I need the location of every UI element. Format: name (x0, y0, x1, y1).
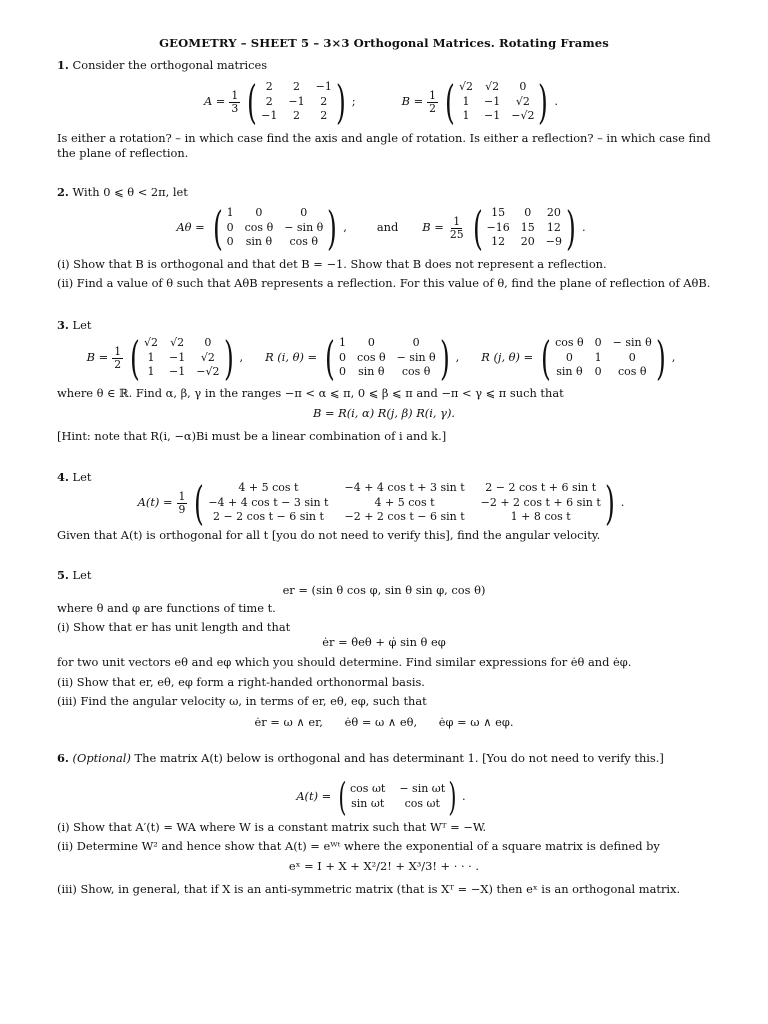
matrix-cell: 1 (462, 94, 470, 108)
q2-intro-line (57, 185, 717, 200)
matrix-cell: √2 (515, 94, 530, 108)
q6-A-label: A(t) = (296, 789, 332, 804)
matrix-cell: −16 (486, 220, 510, 234)
q3-matrix-Ri-cells (339, 336, 436, 381)
q3-matrix-Rj-cells (555, 336, 652, 381)
matrix-cell: sin θ (556, 365, 583, 379)
matrix-cell: sin ωt (351, 797, 385, 810)
matrix-cell: sin θ (358, 365, 385, 379)
q6-number: 6. (57, 751, 69, 765)
q2-and: and (376, 220, 399, 235)
q5-part-iii: (iii) Find the angular velocity ω, in terms of er, eθ, eφ, such that (57, 694, 427, 708)
q1-period: . (554, 94, 559, 109)
matrix-cell: 0 (519, 79, 527, 93)
q1-B-label: B = (401, 94, 424, 109)
matrix-cell: cos θ (401, 365, 431, 379)
q2-matrix-B-group (422, 201, 591, 255)
matrix-cell: cos ωt (350, 782, 386, 796)
q4-matrix-A-cells (208, 481, 600, 526)
q1-number: 1. (57, 58, 69, 72)
matrix-cell: −9 (545, 235, 562, 249)
q1-matrix-A-group (203, 75, 362, 129)
matrix-cell: 0 (412, 335, 420, 349)
q1-intro: Consider the orthogonal matrices (72, 58, 268, 72)
matrix-cell: cos ωt (404, 797, 440, 810)
q5-number: 5. (57, 568, 69, 582)
q6-matrix-row (0, 774, 768, 820)
matrix-cell: 1 (462, 109, 470, 123)
matrix-cell: √2 (200, 350, 215, 364)
q3-B-fraction: $\frac{1}{2}$ (114, 345, 122, 371)
q6-intro-line (57, 751, 717, 766)
q1-matrix-A-cells (261, 80, 332, 125)
matrix-cell: 4 + 5 cos t (238, 480, 299, 494)
matrix-cell: 12 (491, 235, 506, 249)
matrix-cell: −1 (169, 365, 186, 379)
q2-B-label: B = (422, 220, 444, 235)
q5-where: where θ and φ are functions of time t. (57, 601, 276, 615)
q4-intro: Let (72, 470, 92, 484)
matrix-cell: 0 (367, 335, 375, 349)
q2-matrix-B: ( 15 0 20 −16 15 12 12 20 −9 ) (472, 201, 576, 255)
q6-matrix-A-group (296, 775, 471, 819)
q3-equation: B = R(i, α) R(j, β) R(i, γ). (312, 406, 456, 420)
q6-part-iii: (iii) Show, in general, that if X is an anti-symmetric matrix (that is Xᵀ = −X) then eˣ is an orthogonal matrix. (57, 882, 681, 896)
q3-intro-line (57, 318, 717, 333)
matrix-cell: 0 (565, 350, 573, 364)
matrix-cell: − sin θ (284, 220, 324, 234)
matrix-cell: 0 (204, 335, 212, 349)
matrix-cell: 12 (546, 220, 561, 234)
matrix-cell: 2 − 2 cos t + 6 sin t (485, 480, 597, 494)
q5-eq-omega: ėr = ω ∧ er, ėθ = ω ∧ eθ, ėφ = ω ∧ eφ. (254, 715, 514, 729)
matrix-cell: −1 (169, 350, 186, 364)
q2-matrix-A-cells (227, 206, 324, 251)
matrix-cell: 2 (265, 79, 273, 93)
q3-matrix-Ri: ( 1 0 0 0 cos θ − sin θ 0 sin θ cos θ ) (325, 331, 450, 385)
matrix-cell: −1 (288, 94, 305, 108)
q5-eq-er: er = (sin θ cos φ, sin θ sin φ, cos θ) (282, 583, 486, 597)
q2-period: . (581, 220, 586, 235)
q4-period: . (620, 495, 625, 510)
matrix-cell: √2 (459, 79, 474, 93)
matrix-cell: √2 (144, 335, 159, 349)
q3-Ri-label: R (i, θ) = (265, 350, 318, 365)
q3-where: where θ ∈ ℝ. Find α, β, γ in the ranges −π < α ⩽ π, 0 ⩽ β ⩽ π and −π < γ ⩽ π such that (57, 386, 564, 400)
matrix-cell: −√2 (511, 109, 535, 123)
matrix-cell: 2 (320, 109, 328, 123)
q3-hint: [Hint: note that R(i, −α)Bi must be a linear combination of i and k.] (57, 429, 447, 443)
matrix-cell: 1 + 8 cos t (510, 510, 571, 524)
q3-intro: Let (72, 318, 92, 332)
q6-period: . (462, 789, 466, 804)
q2-matrix-A: ( 1 0 0 0 cos θ − sin θ 0 sin θ cos θ ) (212, 201, 338, 255)
q2-matrices (0, 203, 768, 253)
q5-part-i: (i) Show that er has unit length and that (57, 620, 291, 634)
matrix-cell: 1 (147, 350, 155, 364)
q1-matrix-B: ( √2 √2 0 1 −1 √2 1 −1 −√2 ) (445, 75, 549, 129)
matrix-cell: cos θ (357, 350, 386, 364)
matrix-cell: 0 (594, 365, 602, 379)
q6-optional: (Optional) (72, 751, 131, 765)
matrix-cell: 2 (293, 109, 300, 123)
q4-A-fraction: $\frac{1}{9}$ (178, 490, 186, 516)
q3-matrix-Rj-group (481, 331, 681, 385)
q1-text: Is either a rotation? – in which case find the axis and angle of rotation. Is either a reflection? – in which case find the plane of reflection. (57, 131, 711, 161)
q5-for-text: for two unit vectors eθ and eφ which you should determine. Find similar expressions for ėθ and ėφ. (57, 655, 632, 669)
q6-matrix-A: ( cos ωt − sin ωt sin ωt cos ωt ) (338, 775, 457, 819)
matrix-cell: − sin θ (612, 335, 652, 349)
q3-B-label: B = (86, 350, 109, 365)
matrix-cell: cos θ (244, 220, 274, 234)
q3-matrix-Rj: ( cos θ 0 − sin θ 0 1 0 sin θ 0 cos θ ) (541, 331, 666, 385)
q1-semicolon: ; (351, 94, 356, 109)
matrix-cell: 15 (491, 205, 506, 219)
matrix-cell: −4 + 4 cos t + 3 sin t (344, 480, 465, 494)
matrix-cell: −1 (261, 109, 278, 123)
matrix-cell: 0 (226, 220, 234, 234)
q6-matrix-A-cells (350, 782, 445, 812)
sheet-title: GEOMETRY – SHEET 5 – 3×3 Orthogonal Matrices. Rotating Frames (159, 36, 609, 50)
matrix-cell: 0 (524, 205, 532, 219)
matrix-cell: −4 + 4 cos t − 3 sin t (208, 495, 329, 509)
q4-matrix-A: ( 4 + 5 cos t −4 + 4 cos t + 3 sin t 2 − 2 cos t + 6 sin t −4 + 4 cos t − 3 sin t 4 + 5 cos t −2 + 2 cos t + 6 sin t 2 − 2 cos t − 6 sin t −2 + 2 cos t − 6 sin t 1 + 8 cos t ) (194, 476, 615, 530)
matrix-cell: − sin θ (396, 350, 436, 364)
matrix-cell: 20 (520, 235, 535, 249)
q6-part-i: (i) Show that A′(t) = WA where W is a constant matrix such that Wᵀ = −W. (57, 820, 487, 834)
q4-text: Given that A(t) is orthogonal for all t [you do not need to verify this], find the angular velocity. (57, 528, 601, 542)
q1-intro-line (57, 58, 717, 73)
matrix-cell: −1 (484, 94, 501, 108)
matrix-cell: √2 (485, 79, 500, 93)
q1-A-fraction: $\frac{1}{3}$ (231, 89, 239, 115)
q4-matrix-A-group (137, 476, 631, 530)
matrix-cell: −2 + 2 cos t + 6 sin t (480, 495, 601, 509)
q6-intro: The matrix A(t) below is orthogonal and has determinant 1. [You do not need to verify this.] (134, 751, 664, 765)
matrix-cell: 0 (628, 350, 636, 364)
matrix-cell: 0 (226, 235, 234, 249)
q2-part-ii: (ii) Find a value of θ such that AθB represents a reflection. For this value of θ, find the plane of reflection of AθB. (57, 276, 711, 290)
matrix-cell: 2 (320, 94, 328, 108)
matrix-cell: 1 (594, 350, 602, 364)
matrix-cell: 20 (546, 205, 561, 219)
matrix-cell: cos θ (289, 235, 319, 249)
matrix-cell: 1 (147, 365, 155, 379)
matrix-cell: 0 (255, 205, 263, 219)
q1-matrix-A: ( 2 2 −1 2 −1 2 −1 2 2 ) (247, 75, 346, 129)
q6-eq-exp: eˣ = I + X + X²/2! + X³/3! + · · · . (288, 859, 480, 873)
q3-number: 3. (57, 318, 69, 332)
matrix-cell: 2 − 2 cos t − 6 sin t (212, 510, 324, 524)
q2-matrix-A-group (176, 201, 352, 255)
q1-matrix-B-group (401, 75, 564, 129)
q2-part-i: (i) Show that B is orthogonal and that det B = −1. Show that B does not represent a reflection. (57, 257, 607, 271)
q1-matrices (0, 77, 768, 127)
matrix-cell: 2 (293, 79, 300, 93)
q3-comma-1: , (239, 350, 244, 365)
q2-B-fraction: $\frac{1}{25}$ (449, 215, 464, 241)
matrix-cell: 0 (594, 335, 602, 349)
q3-matrix-Ri-group (265, 331, 465, 385)
q2-comma: , (343, 220, 347, 235)
matrix-cell: − sin ωt (399, 782, 446, 796)
q3-comma-2: , (455, 350, 460, 365)
q5-intro-line (57, 568, 717, 583)
matrix-cell: −√2 (196, 365, 220, 379)
q1-B-fraction: $\frac{1}{2}$ (429, 89, 437, 115)
matrix-cell: −1 (484, 109, 501, 123)
matrix-cell: −1 (315, 79, 332, 93)
matrix-cell: 0 (339, 365, 347, 379)
q3-matrix-B: ( √2 √2 0 1 −1 √2 1 −1 −√2 ) (130, 331, 234, 385)
q1-A-label: A = (203, 94, 226, 109)
matrix-cell: √2 (170, 335, 185, 349)
q6-part-ii: (ii) Determine W² and hence show that A(t) = eᵂᵗ where the exponential of a square matrix is defined by (57, 839, 660, 853)
q3-matrices (0, 333, 768, 383)
matrix-cell: 4 + 5 cos t (374, 495, 435, 509)
q4-matrix-row (0, 478, 768, 528)
q5-eq-derivative: ėr = θ̇eθ + φ̇ sin θ eφ (322, 635, 446, 649)
matrix-cell: 1 (226, 205, 234, 219)
q3-comma-3: , (671, 350, 676, 365)
matrix-cell: −2 + 2 cos t − 6 sin t (344, 510, 465, 524)
matrix-cell: sin θ (245, 235, 273, 249)
q2-intro: With 0 ⩽ θ < 2π, let (72, 185, 188, 199)
q1-matrix-B-cells (459, 80, 534, 125)
matrix-cell: 15 (520, 220, 535, 234)
q2-A-label: Aθ = (176, 220, 205, 235)
matrix-cell: 1 (339, 335, 347, 349)
q4-number: 4. (57, 470, 69, 484)
q4-A-label: A(t) = (137, 495, 173, 510)
q2-number: 2. (57, 185, 69, 199)
q3-Rj-label: R (j, θ) = (481, 350, 534, 365)
matrix-cell: 0 (339, 350, 347, 364)
matrix-cell: 2 (265, 94, 273, 108)
q3-matrix-B-cells (144, 336, 219, 381)
q5-intro: Let (72, 568, 92, 582)
matrix-cell: cos θ (617, 365, 647, 379)
matrix-cell: 0 (300, 205, 308, 219)
q3-matrix-B-group (86, 331, 249, 385)
matrix-cell: cos θ (555, 335, 584, 349)
q5-part-ii: (ii) Show that er, eθ, eφ form a right-handed orthonormal basis. (57, 675, 425, 689)
q2-matrix-B-cells (487, 206, 562, 251)
